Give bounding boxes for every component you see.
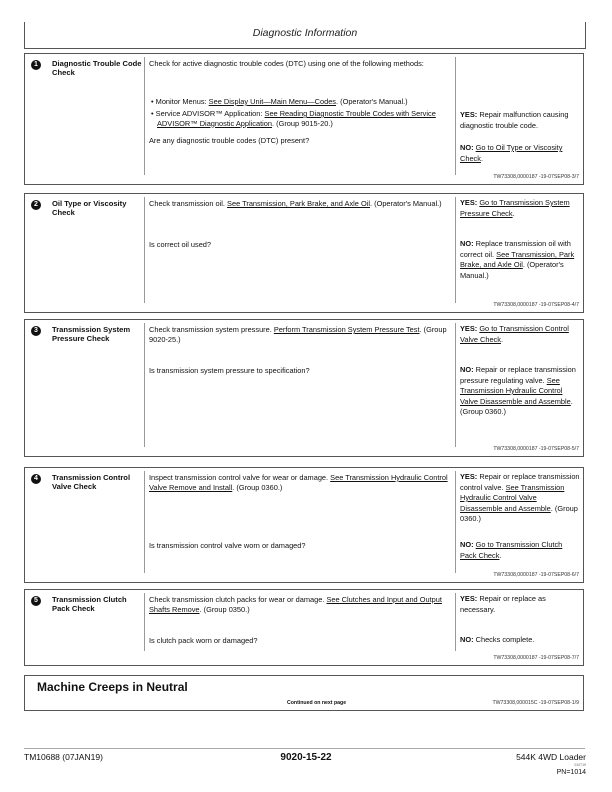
step-number-icon: 4 [31, 474, 41, 484]
divider [144, 471, 145, 573]
footer-date-code: 010719 [574, 763, 586, 767]
step-title: Oil Type or Viscosity Check [52, 199, 127, 217]
link-transmission-oil[interactable]: See Transmission, Park Brake, and Axle Oil [460, 249, 575, 269]
link-transmission-oil[interactable]: See Transmission, Park Brake, and Axle Oil [227, 199, 370, 208]
reference-code: TW73308,0000187 -19-07SEP08-4/7 [493, 302, 579, 308]
section-title: Machine Creeps in Neutral [37, 680, 188, 694]
footer-model: 544K 4WD Loader [516, 752, 586, 762]
link-control-valve-disassemble[interactable]: See Transmission Hydraulic Control Valve Disassemble and Assemble [460, 482, 565, 513]
continued-note: Continued on next page [287, 700, 347, 706]
divider [455, 593, 456, 651]
step-system-pressure-check [24, 319, 584, 457]
link-system-pressure-check[interactable]: Go to Transmission System Pressure Check [460, 198, 570, 218]
divider [455, 323, 456, 447]
footer-pn: PN=1014 [556, 769, 586, 776]
yes-answer: YES: Go to Transmission System Pressure Check. [460, 198, 570, 218]
yes-answer: YES: Repair or replace as necessary. [460, 594, 546, 614]
reference-code: TW73308,0000187 -19-07SEP08-7/7 [493, 655, 579, 661]
link-control-valve-remove[interactable]: See Transmission Hydraulic Control Valve Remove and Install [149, 473, 448, 492]
step-instruction: Inspect transmission control valve for wear or damage. See Transmission Hydraulic Control Valve Remove and Install. (Group 0360.) [149, 473, 448, 492]
link-reading-dtc[interactable]: See Reading Diagnostic Trouble Codes with Service ADVISOR™ Diagnostic Application [157, 109, 436, 128]
link-pressure-test[interactable]: Perform Transmission System Pressure Test [273, 325, 420, 334]
reference-code: TW73308,000015C -19-07SEP08-1/9 [492, 700, 579, 706]
footer-divider [24, 748, 585, 749]
page-header [24, 22, 586, 49]
link-control-valve-disassemble[interactable]: See Transmission Hydraulic Control Valve Disassemble and Assemble [460, 375, 571, 406]
step-number-icon: 3 [31, 326, 41, 336]
yes-answer: YES: Repair malfunction causing diagnostic trouble code. [460, 110, 569, 130]
reference-code: TW73308,0000187 -19-07SEP08-6/7 [493, 572, 579, 578]
reference-code: TW73308,0000187 -19-07SEP08-5/7 [493, 446, 579, 452]
bullet-monitor-menus: • Monitor Menus: See Display Unit—Main Menu—Codes. (Operator's Manual.) [151, 97, 408, 106]
divider [455, 197, 456, 303]
link-display-unit-codes[interactable]: See Display Unit—Main Menu—Codes [208, 97, 336, 106]
step-instruction: Check transmission system pressure. Perform Transmission System Pressure Test. (Group 9020-25.) [149, 325, 447, 344]
footer-page-number: 9020-15-22 [280, 752, 332, 763]
step-instruction: Check for active diagnostic trouble codes (DTC) using one of the following methods: [149, 59, 424, 68]
no-answer: NO: Go to Oil Type or Viscosity Check. [460, 143, 563, 163]
divider [144, 57, 145, 175]
divider [144, 593, 145, 651]
footer-manual-id: TM10688 (07JAN19) [24, 752, 103, 762]
no-answer: NO: Repair or replace transmission pressure regulating valve. See Transmission Hydraulic Control Valve Disassemble and Assemble. (Group 0360.) [460, 365, 576, 416]
no-answer: NO: Checks complete. [460, 635, 535, 644]
bullet-service-advisor: • Service ADVISOR™ Application: See Reading Diagnostic Trouble Codes with Service ADVISOR™ Diagnostic Application. (Group 9015-20.) [151, 109, 436, 128]
step-question: Is transmission system pressure to specification? [149, 366, 310, 375]
no-answer: NO: Go to Transmission Clutch Pack Check. [460, 540, 563, 560]
reference-code: TW73308,0000187 -19-07SEP08-3/7 [493, 174, 579, 180]
step-instruction: Check transmission clutch packs for wear or damage. See Clutches and Input and Output Shafts Remove. (Group 0350.) [149, 595, 442, 614]
step-control-valve-check [24, 467, 584, 583]
step-number-icon: 2 [31, 200, 41, 210]
link-clutch-pack-check[interactable]: Go to Transmission Clutch Pack Check [460, 540, 563, 560]
step-oil-type-check [24, 193, 584, 313]
step-question: Are any diagnostic trouble codes (DTC) present? [149, 136, 310, 145]
step-title: Diagnostic Trouble Code Check [52, 59, 142, 77]
step-question: Is transmission control valve worn or damaged? [149, 541, 306, 550]
step-number-icon: 5 [31, 596, 41, 606]
step-title: Transmission Clutch Pack Check [52, 595, 127, 613]
step-question: Is correct oil used? [149, 240, 212, 249]
step-question: Is clutch pack worn or damaged? [149, 636, 258, 645]
step-instruction: Check transmission oil. See Transmission, Park Brake, and Axle Oil. (Operator's Manual.) [149, 199, 442, 208]
page-header-title: Diagnostic Information [252, 27, 358, 39]
yes-answer: YES: Go to Transmission Control Valve Check. [460, 324, 569, 344]
divider [144, 323, 145, 447]
no-answer: NO: Replace transmission oil with correct oil. See Transmission, Park Brake, and Axle Oil. (Operator's Manual.) [460, 239, 575, 280]
link-control-valve-check[interactable]: Go to Transmission Control Valve Check [460, 324, 569, 344]
divider [144, 197, 145, 303]
yes-answer: YES: Repair or replace transmission control valve. See Transmission Hydraulic Control Valve Disassemble and Assemble. (Group 0360.) [460, 472, 580, 523]
link-clutches-remove[interactable]: See Clutches and Input and Output Shafts Remove [149, 595, 442, 614]
section-machine-creeps [24, 675, 584, 711]
step-clutch-pack-check [24, 589, 584, 666]
step-dtc-check [24, 53, 584, 185]
step-number-icon: 1 [31, 60, 41, 70]
link-oil-type-check[interactable]: Go to Oil Type or Viscosity Check [460, 143, 563, 163]
step-title: Transmission System Pressure Check [52, 325, 131, 343]
step-title: Transmission Control Valve Check [52, 473, 131, 491]
divider [455, 471, 456, 573]
